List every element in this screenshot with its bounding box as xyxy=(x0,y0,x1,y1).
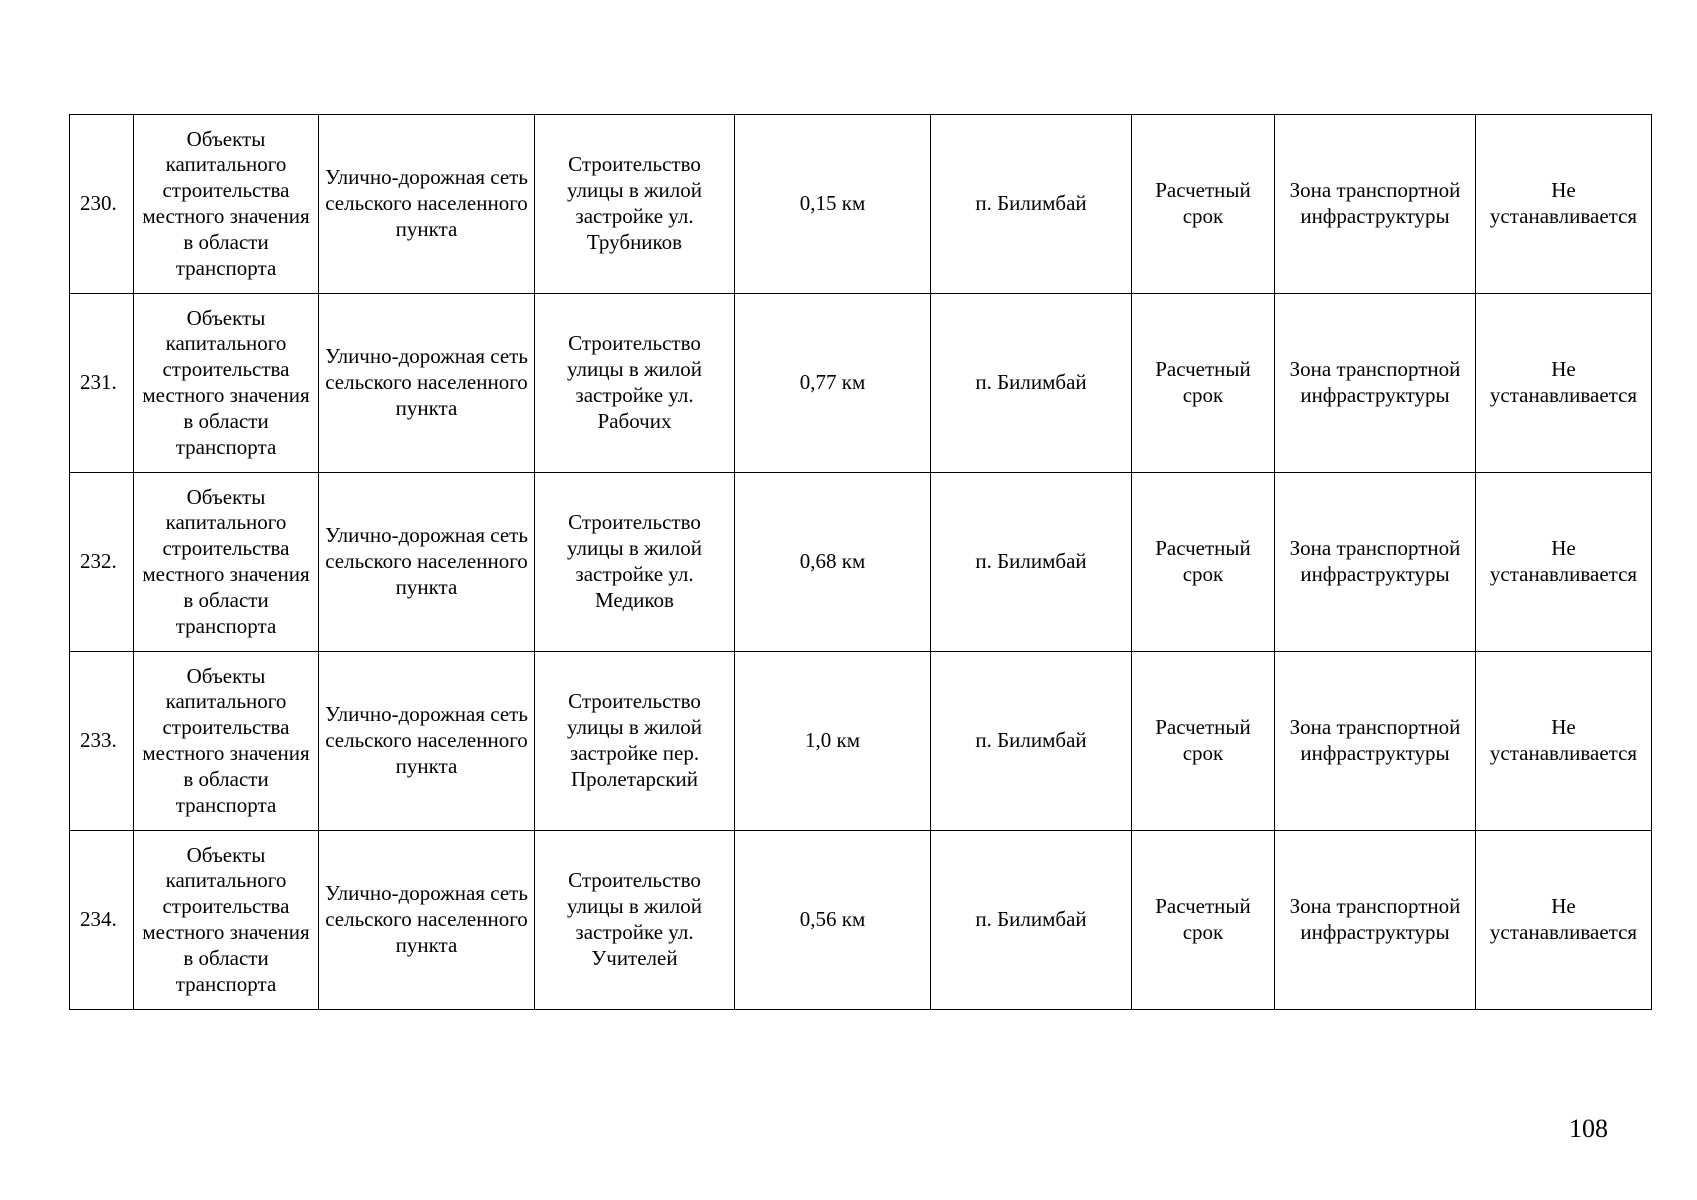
protection-zone-cell: Не устанавливается xyxy=(1476,831,1652,1010)
location-cell: п. Билимбай xyxy=(931,294,1132,473)
protection-zone-cell: Не устанавливается xyxy=(1476,294,1652,473)
object-name-line1: Строительство улицы в жилой застройке ул. xyxy=(566,510,703,586)
term-cell: Расчетный срок xyxy=(1132,473,1275,652)
row-number-cell: 233. xyxy=(70,652,134,831)
object-name-line1: Строительство улицы в жилой застройке пер. xyxy=(566,689,703,765)
length-cell: 0,77 км xyxy=(735,294,931,473)
object-type-cell: Объекты капитального строительства местного значения в области транспорта xyxy=(134,652,319,831)
protection-zone-cell: Не устанавливается xyxy=(1476,115,1652,294)
protection-zone-cell: Не устанавливается xyxy=(1476,652,1652,831)
zone-cell: Зона транспортной инфраструктуры xyxy=(1275,473,1476,652)
planned-objects-table xyxy=(69,114,1652,1010)
object-type-cell: Объекты капитального строительства местного значения в области транспорта xyxy=(134,473,319,652)
location-cell: п. Билимбай xyxy=(931,115,1132,294)
location-cell: п. Билимбай xyxy=(931,473,1132,652)
zone-cell: Зона транспортной инфраструктуры xyxy=(1275,652,1476,831)
length-cell: 0,68 км xyxy=(735,473,931,652)
zone-cell: Зона транспортной инфраструктуры xyxy=(1275,294,1476,473)
location-cell: п. Билимбай xyxy=(931,831,1132,1010)
purpose-cell: Улично-дорожная сеть сельского населенного пункта xyxy=(319,831,535,1010)
object-name-line1: Строительство улицы в жилой застройке ул. xyxy=(566,868,703,944)
purpose-cell: Улично-дорожная сеть сельского населенного пункта xyxy=(319,473,535,652)
object-name-line2: Медиков xyxy=(595,587,674,612)
object-name-cell xyxy=(535,473,735,652)
purpose-cell: Улично-дорожная сеть сельского населенного пункта xyxy=(319,294,535,473)
object-name-cell xyxy=(535,652,735,831)
term-cell: Расчетный срок xyxy=(1132,831,1275,1010)
row-number-cell: 230. xyxy=(70,115,134,294)
length-cell: 0,15 км xyxy=(735,115,931,294)
object-type-cell: Объекты капитального строительства местного значения в области транспорта xyxy=(134,294,319,473)
term-cell: Расчетный срок xyxy=(1132,115,1275,294)
table-row xyxy=(70,473,1652,652)
zone-cell: Зона транспортной инфраструктуры xyxy=(1275,831,1476,1010)
object-name-cell xyxy=(535,831,735,1010)
length-cell: 0,56 км xyxy=(735,831,931,1010)
object-name-line2: Пролетарский xyxy=(571,766,698,791)
term-cell: Расчетный срок xyxy=(1132,652,1275,831)
table-row xyxy=(70,831,1652,1010)
object-name-cell xyxy=(535,294,735,473)
object-name-line2: Рабочих xyxy=(597,408,672,433)
length-cell: 1,0 км xyxy=(735,652,931,831)
row-number-cell: 234. xyxy=(70,831,134,1010)
object-name-line2: Трубников xyxy=(586,229,683,254)
object-type-cell: Объекты капитального строительства местного значения в области транспорта xyxy=(134,115,319,294)
table-row xyxy=(70,115,1652,294)
term-cell: Расчетный срок xyxy=(1132,294,1275,473)
table-row xyxy=(70,652,1652,831)
zone-cell: Зона транспортной инфраструктуры xyxy=(1275,115,1476,294)
row-number-cell: 231. xyxy=(70,294,134,473)
table-row xyxy=(70,294,1652,473)
location-cell: п. Билимбай xyxy=(931,652,1132,831)
purpose-cell: Улично-дорожная сеть сельского населенного пункта xyxy=(319,115,535,294)
purpose-cell: Улично-дорожная сеть сельского населенного пункта xyxy=(319,652,535,831)
object-name-cell xyxy=(535,115,735,294)
object-name-line1: Строительство улицы в жилой застройке ул. xyxy=(566,152,703,228)
object-name-line2: Учителей xyxy=(591,945,678,970)
object-name-line1: Строительство улицы в жилой застройке ул. xyxy=(566,331,703,407)
object-type-cell: Объекты капитального строительства местного значения в области транспорта xyxy=(134,831,319,1010)
protection-zone-cell: Не устанавливается xyxy=(1476,473,1652,652)
page-number: 108 xyxy=(1569,1114,1608,1143)
row-number-cell: 232. xyxy=(70,473,134,652)
